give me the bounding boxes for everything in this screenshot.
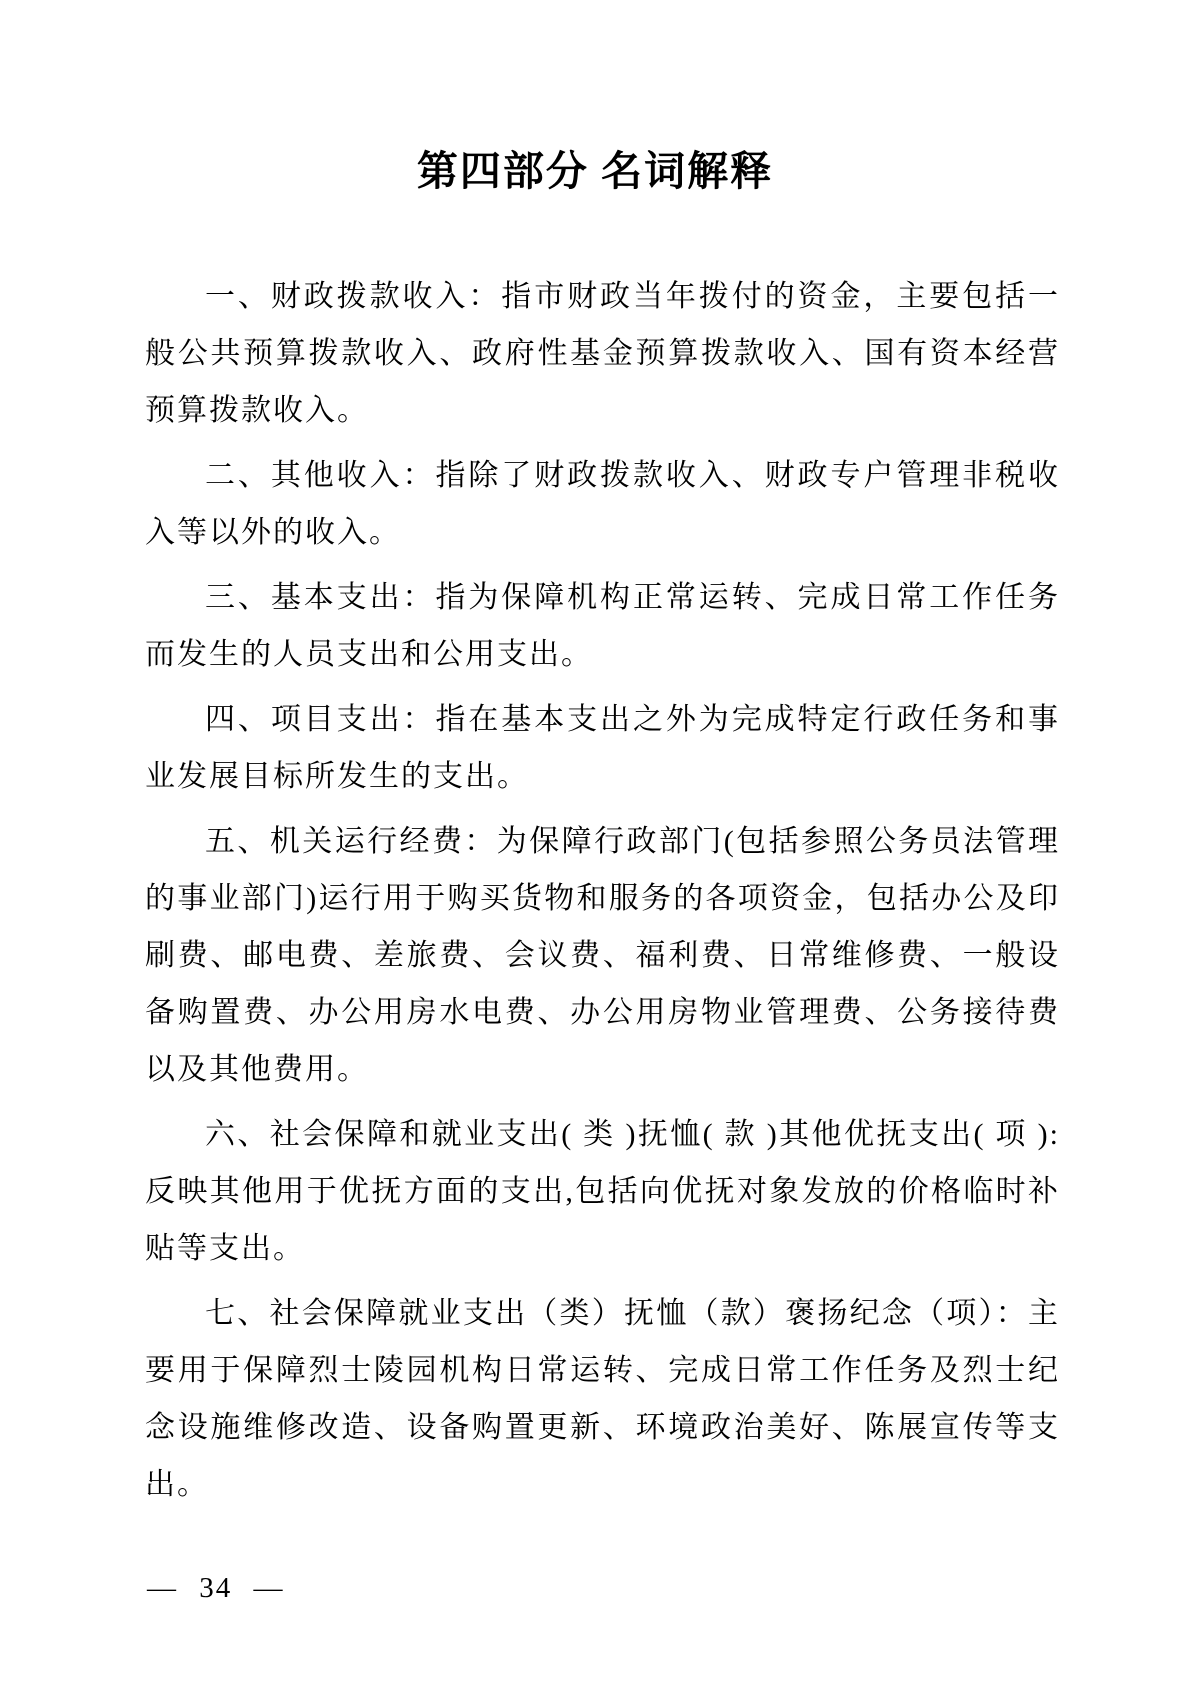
para-social-security-other-pension: 六、社会保障和就业支出( 类 )抚恤( 款 )其他优抚支出( 项 ):反映其他用于优抚方面的支出,包括向优抚对象发放的价格临时补贴等支出。 xyxy=(145,1118,1060,1265)
para-agency-operating-funds: 五、机关运行经费：为保障行政部门(包括参照公务员法管理的事业部门)运行用于购买货物和服务的各项资金，包括办公及印刷费、邮电费、差旅费、会议费、福利费、日常维修费、一般设备购置费、办公用房水电费、办公用房物业管理费、公务接待费以及其他费用。 xyxy=(145,825,1060,1086)
para-basic-expenditure: 三、基本支出：指为保障机构正常运转、完成日常工作任务而发生的人员支出和公用支出。 xyxy=(145,581,1060,671)
para-fiscal-appropriation-income: 一、财政拨款收入：指市财政当年拨付的资金，主要包括一般公共预算拨款收入、政府性基金预算拨款收入、国有资本经营预算拨款收入。 xyxy=(145,280,1060,427)
page-number: — 34 — xyxy=(147,1572,285,1604)
page-title: 第四部分 名词解释 xyxy=(416,148,774,194)
para-social-security-commemoration: 七、社会保障就业支出（类）抚恤（款）褒扬纪念（项）：主要用于保障烈士陵园机构日常运转、完成日常工作任务及烈士纪念设施维修改造、设备购置更新、环境政治美好、陈展宣传等支出。 xyxy=(145,1297,1060,1501)
para-other-income: 二、其他收入：指除了财政拨款收入、财政专户管理非税收入等以外的收入。 xyxy=(145,459,1060,549)
document-body xyxy=(145,268,1060,1521)
para-project-expenditure: 四、项目支出：指在基本支出之外为完成特定行政任务和事业发展目标所发生的支出。 xyxy=(145,703,1060,793)
